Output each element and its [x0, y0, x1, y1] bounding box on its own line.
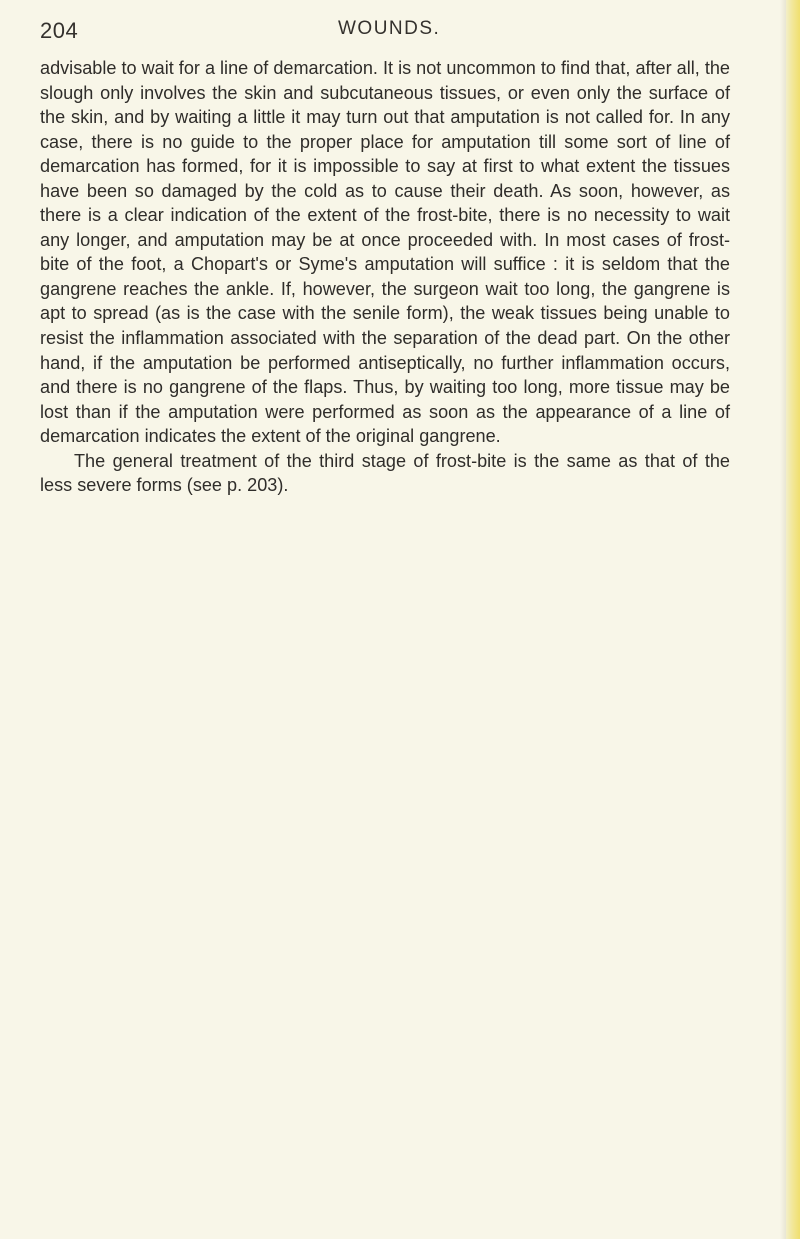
page-edge-stain — [786, 0, 800, 1239]
page-number: 204 — [40, 18, 79, 43]
running-head: WOUNDS. — [338, 18, 441, 39]
body-text — [40, 56, 730, 498]
paragraph-continued: advisable to wait for a line of demarcation. It is not uncommon to find that, after all, the slough only involves the skin and subcutaneous tissues, or even only the surface of the skin, and by waiting a little it may turn out that amputation is not called for. In any case, there is no guide to the proper place for amputation till some sort of line of demarcation has formed, for it is impossible to say at first to what extent the tissues have been so damaged by the cold as to cause their death. As soon, however, as there is a clear indication of the extent of the frost-bite, there is no necessity to wait any longer, and amputation may be at once proceeded with. In most cases of frost-bite of the foot, a Chopart's or Syme's amputation will suffice : it is seldom that the gangrene reaches the ankle. If, however, the surgeon wait too long, the gangrene is apt to spread (as is the case with the senile form), the weak tissues being unable to resist the inflammation associated with the separation of the dead part. On the other hand, if the amputation be performed antiseptically, no further inflammation occurs, and there is no gangrene of the flaps. Thus, by waiting too long, more tissue may be lost than if the amputation were performed as soon as the appearance of a line of demarcation indicates the extent of the original gangrene. — [40, 58, 730, 447]
page-header — [40, 18, 740, 48]
paragraph-general-treatment: The general treatment of the third stage of frost-bite is the same as that of the less severe forms (see p. 203). — [40, 450, 730, 496]
